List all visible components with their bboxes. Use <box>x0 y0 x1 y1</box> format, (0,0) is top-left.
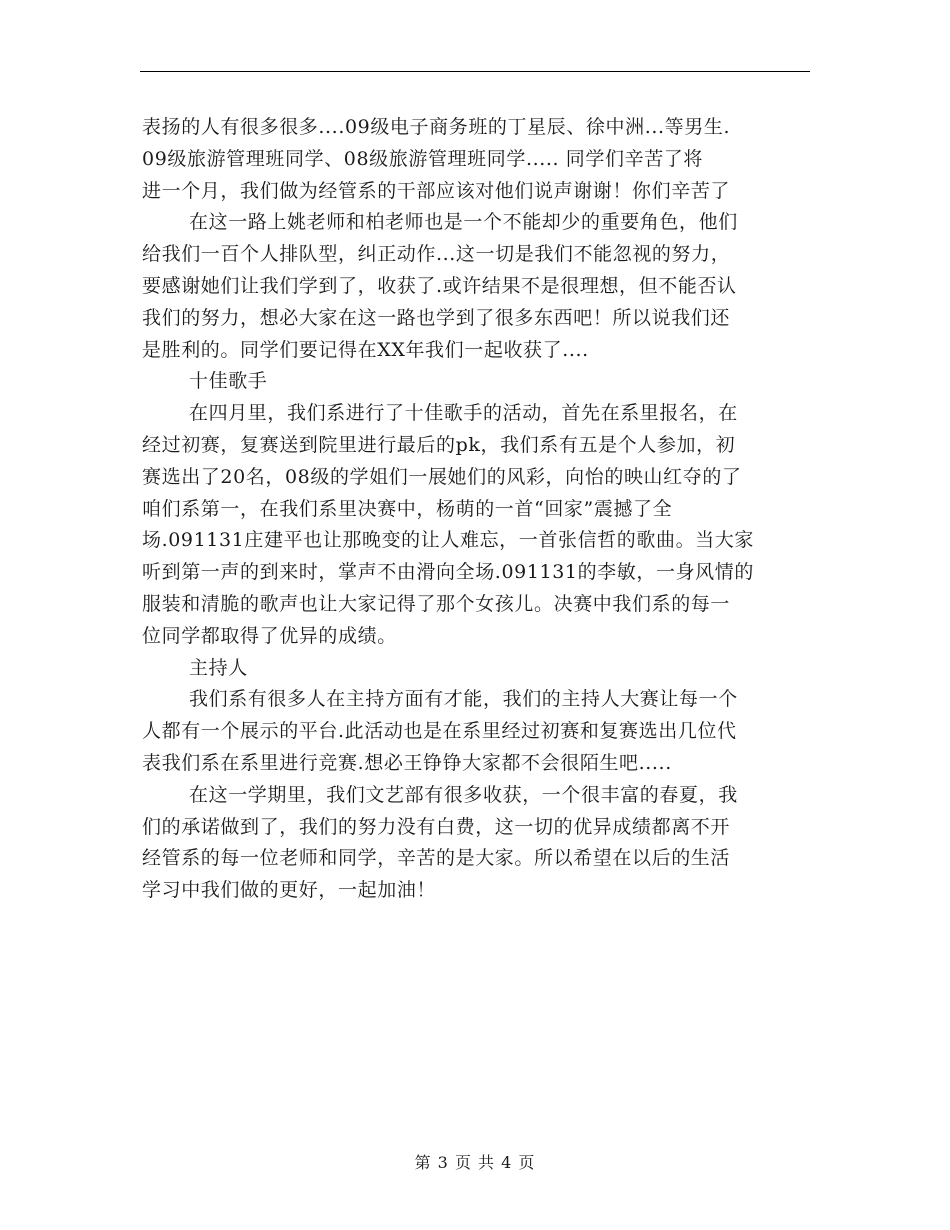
text-line: 09级旅游管理班同学、08级旅游管理班同学..... 同学们辛苦了将 <box>142 147 703 170</box>
text-line: 们的承诺做到了，我们的努力没有白费，这一切的优异成绩都离不开 <box>142 815 731 838</box>
text-line: 是胜利的。同学们要记得在XX年我们一起收获了.... <box>142 338 589 361</box>
text-line: 赛选出了20名，08级的学姐们一展她们的风彩，向怡的映山红夺的了 <box>142 465 742 488</box>
document-body <box>142 112 812 907</box>
text-line: 听到第一声的到来时，掌声不由滑向全场.091131的李敏，一身风情的 <box>142 561 754 584</box>
text-line: 在这一路上姚老师和柏老师也是一个不能却少的重要角色，他们 <box>189 211 738 234</box>
text-line: 场.091131庄建平也让那晚变的让人难忘，一首张信哲的歌曲。当大家 <box>142 529 754 552</box>
page-number: 第 3 页 共 4 页 <box>414 1153 536 1172</box>
text-line: 在这一学期里，我们文艺部有很多收获，一个很丰富的春夏，我 <box>189 783 738 806</box>
section-heading: 十佳歌手 <box>189 370 268 393</box>
text-line: 人都有一个展示的平台.此活动也是在系里经过初赛和复赛选出几位代 <box>142 720 737 743</box>
text-line: 要感谢她们让我们学到了，收获了.或许结果不是很理想，但不能否认 <box>142 274 737 297</box>
text-line: 位同学都取得了优异的成绩。 <box>142 624 397 647</box>
text-line: 进一个月，我们做为经管系的干部应该对他们说声谢谢！你们辛苦了 <box>142 179 731 202</box>
text-line: 经过初赛，复赛送到院里进行最后的pk，我们系有五是个人参加，初 <box>142 433 736 456</box>
text-line: 表我们系在系里进行竞赛.想必王铮铮大家都不会很陌生吧..... <box>142 751 672 774</box>
text-line: 经管系的每一位老师和同学，辛苦的是大家。所以希望在以后的生活 <box>142 847 731 870</box>
header-rule <box>140 71 810 72</box>
section-heading: 主持人 <box>189 656 248 679</box>
text-line: 咱们系第一，在我们系里决赛中，杨萌的一首“回家”震撼了全 <box>142 497 673 520</box>
text-line: 给我们一百个人排队型，纠正动作...这一切是我们不能忽视的努力， <box>142 243 731 266</box>
text-line: 服装和清脆的歌声也让大家记得了那个女孩儿。决赛中我们系的每一 <box>142 592 731 615</box>
text-line: 在四月里，我们系进行了十佳歌手的活动，首先在系里报名，在 <box>189 402 738 425</box>
text-line: 我们的努力，想必大家在这一路也学到了很多东西吧！所以说我们还 <box>142 306 731 329</box>
text-line: 学习中我们做的更好，一起加油！ <box>142 879 437 902</box>
text-line: 表扬的人有很多很多....09级电子商务班的丁星辰、徐中洲...等男生. <box>142 116 731 138</box>
text-line: 我们系有很多人在主持方面有才能，我们的主持人大赛让每一个 <box>189 688 738 711</box>
